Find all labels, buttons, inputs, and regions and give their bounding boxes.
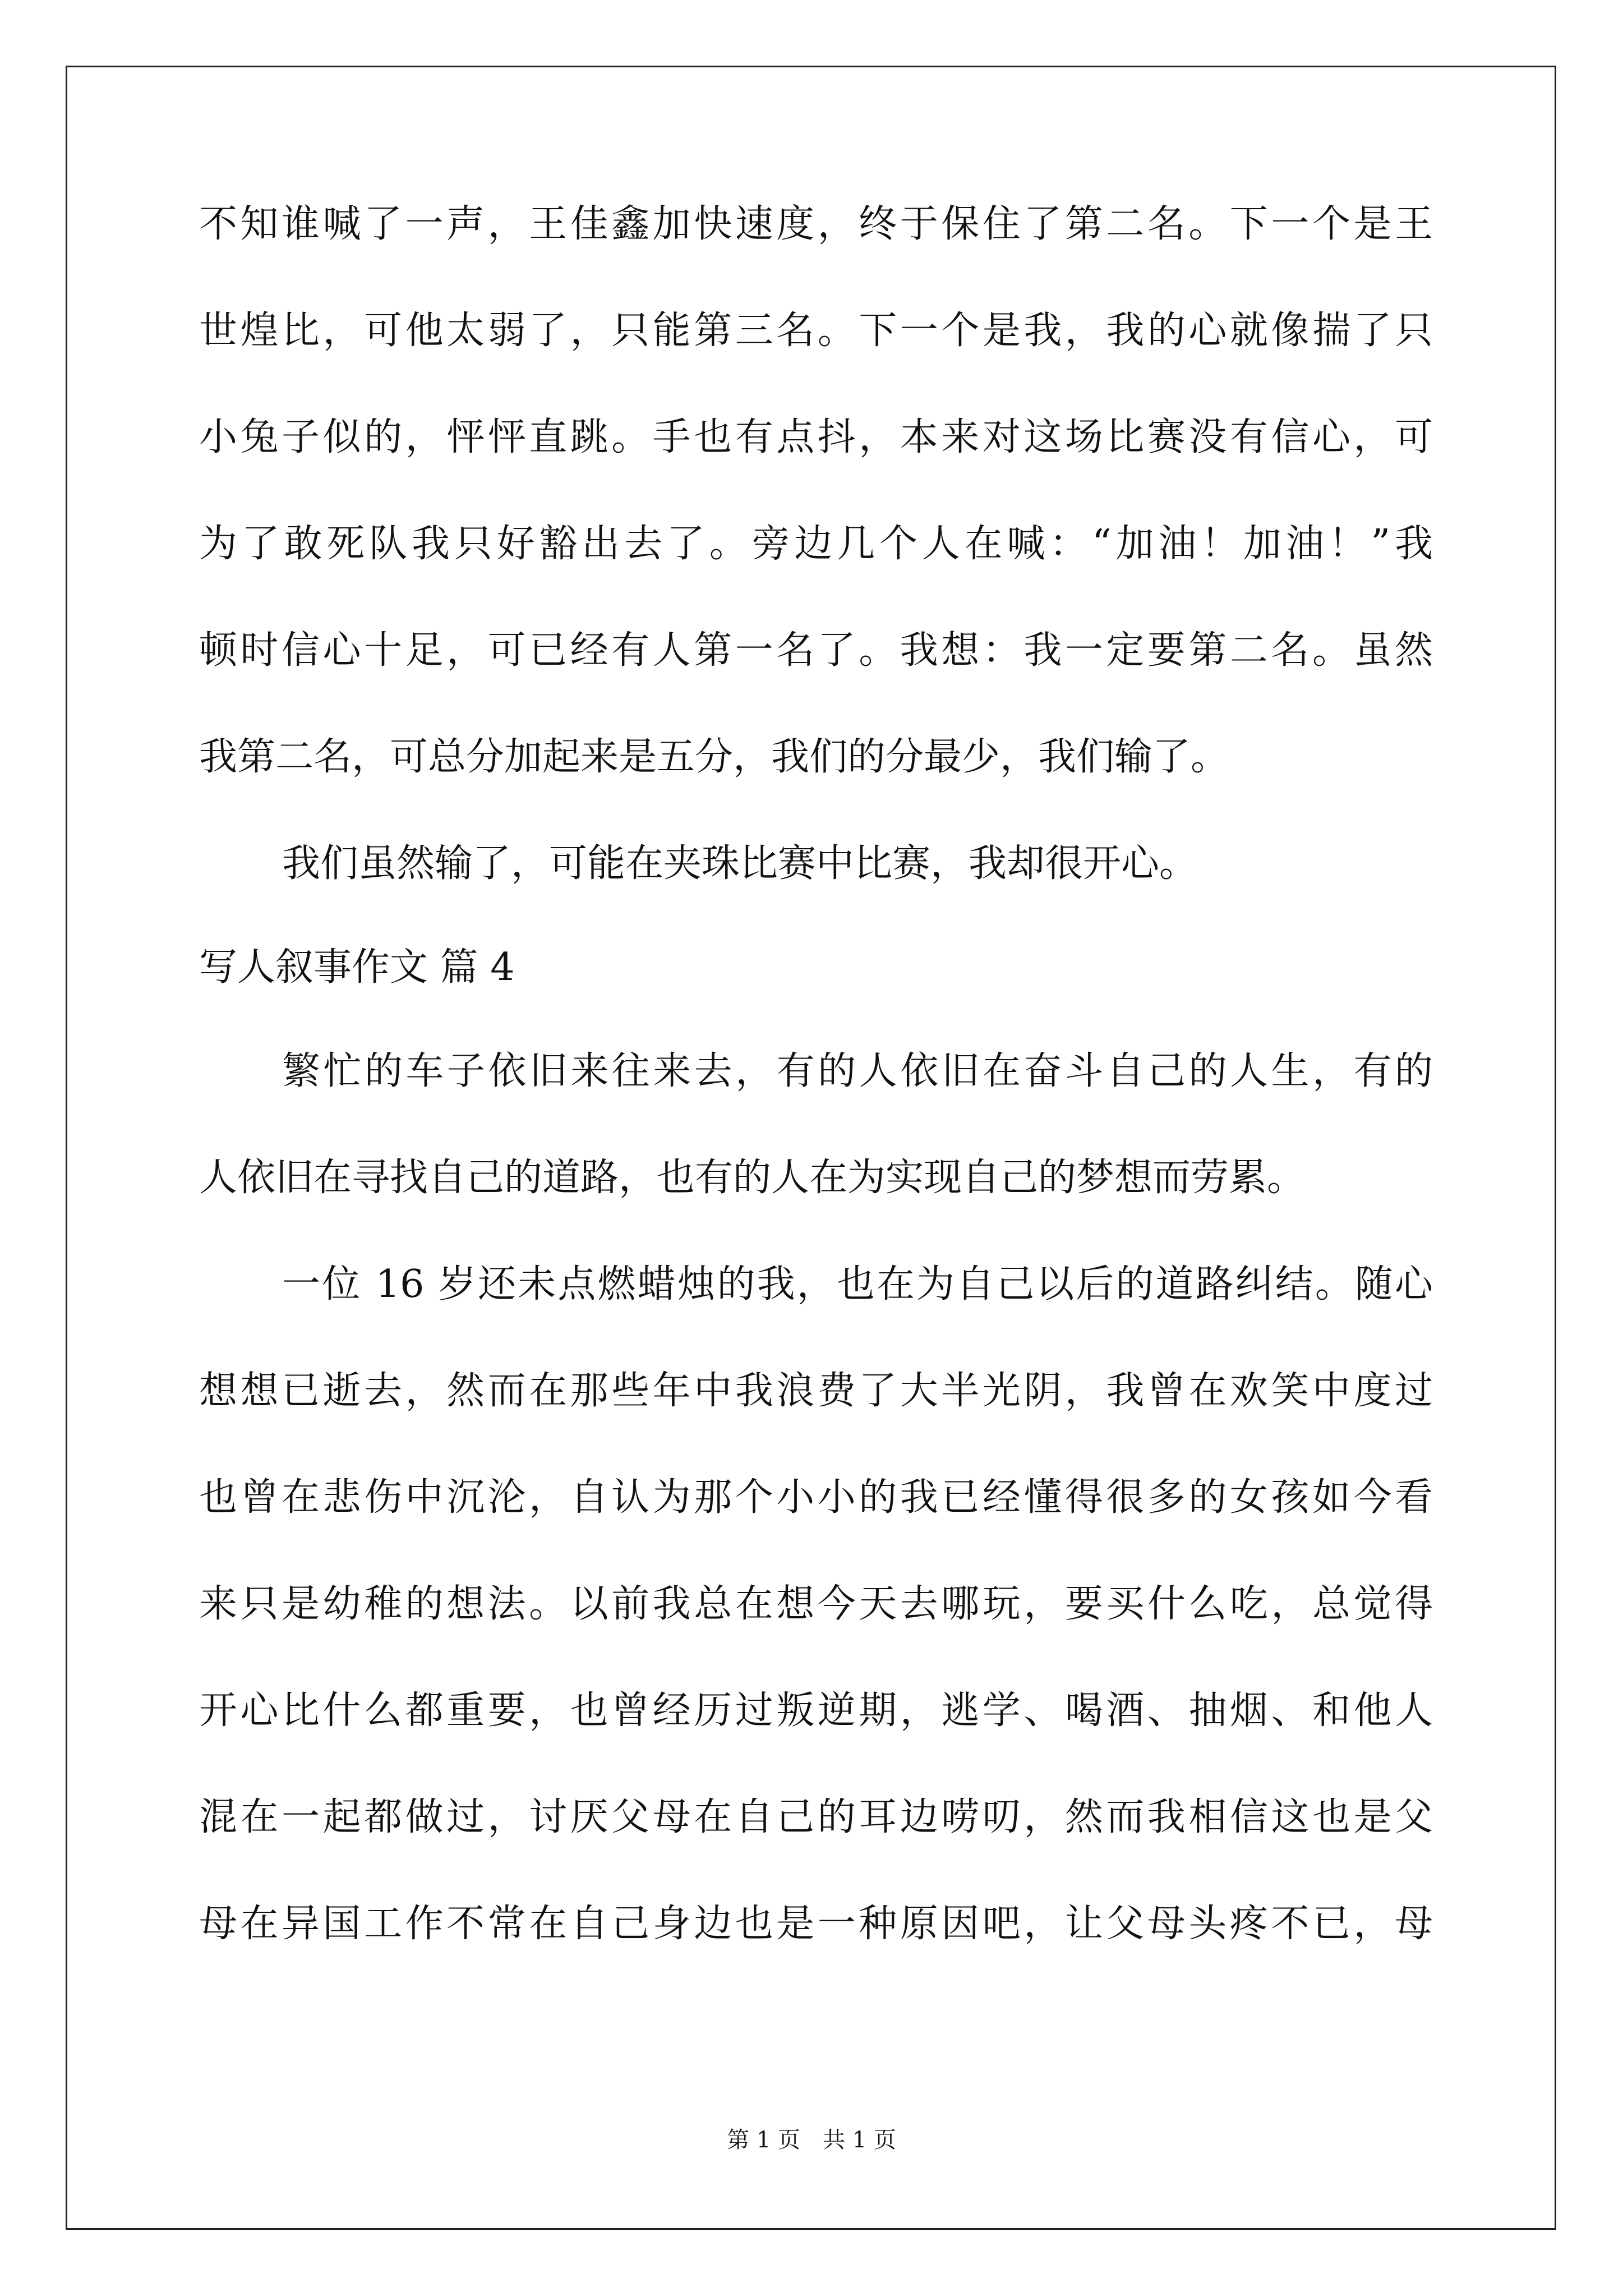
- text-line: 混在一起都做过，讨厌父母在自己的耳边唠叨，然而我相信这也是父: [199, 1795, 1433, 1839]
- text-line: 来只是幼稚的想法。以前我总在想今天去哪玩，要买什么吃，总觉得: [199, 1582, 1433, 1626]
- section-heading: 写人叙事作文 篇 4: [199, 945, 515, 990]
- text-line: 我们虽然输了，可能在夹珠比赛中比赛，我却很开心。: [282, 841, 1198, 886]
- text-line: 世煌比，可他太弱了，只能第三名。下一个是我，我的心就像揣了只: [199, 309, 1433, 353]
- text-line: 一位 16 岁还未点燃蜡烛的我，也在为自己以后的道路纠结。随心: [282, 1262, 1433, 1306]
- text-line: 母在异国工作不常在自己身边也是一种原因吧，让父母头疼不已，母: [199, 1902, 1433, 1946]
- page-footer: 第 1 页 共 1 页: [727, 2127, 896, 2153]
- text-line: 顿时信心十足，可已经有人第一名了。我想：我一定要第二名。虽然: [199, 628, 1433, 673]
- text-line: 开心比什么都重要，也曾经历过叛逆期，逃学、喝酒、抽烟、和他人: [199, 1688, 1433, 1733]
- text-line: 小兔子似的，怦怦直跳。手也有点抖，本来对这场比赛没有信心，可: [199, 415, 1433, 459]
- text-line: 我第二名，可总分加起来是五分，我们的分最少，我们输了。: [199, 735, 1229, 779]
- text-line: 想想已逝去，然而在那些年中我浪费了大半光阴，我曾在欢笑中度过: [199, 1369, 1433, 1413]
- text-line: 不知谁喊了一声，王佳鑫加快速度，终于保住了第二名。下一个是王: [199, 202, 1433, 246]
- text-line: 为了敢死队我只好豁出去了。旁边几个人在喊：“加油！加油！”我: [199, 522, 1433, 566]
- text-line: 繁忙的车子依旧来往来去，有的人依旧在奋斗自己的人生，有的: [282, 1049, 1433, 1093]
- text-line: 也曾在悲伤中沉沦，自认为那个小小的我已经懂得很多的女孩如今看: [199, 1475, 1433, 1520]
- text-line: 人依旧在寻找自己的道路，也有的人在为实现自己的梦想而劳累。: [199, 1156, 1306, 1200]
